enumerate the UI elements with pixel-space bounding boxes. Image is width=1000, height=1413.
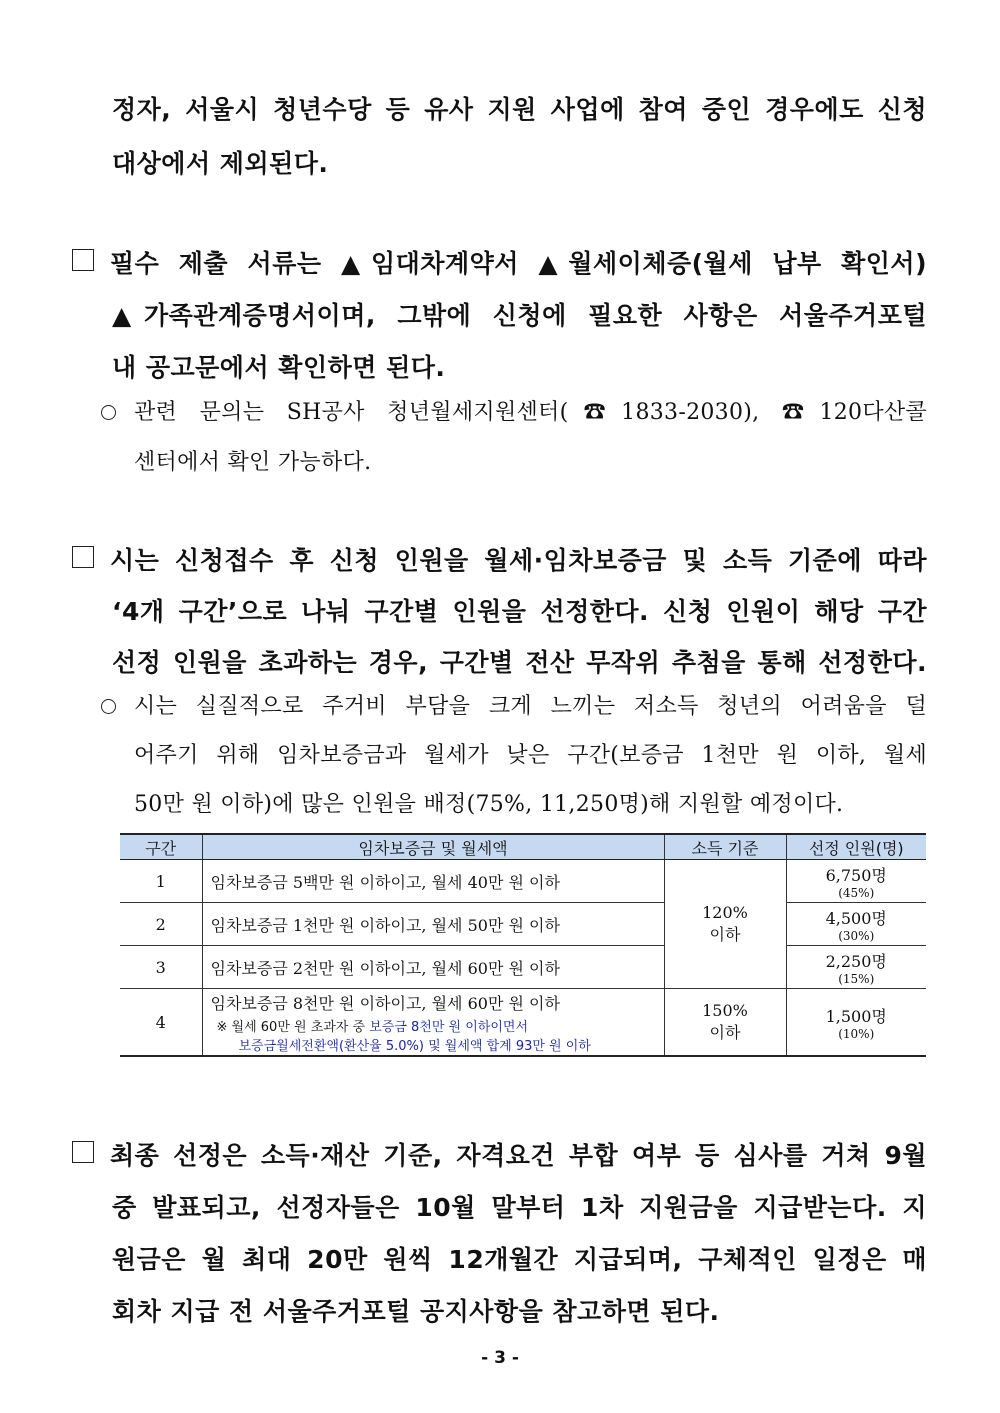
checkbox-bullet [72,546,94,570]
section-number: 4 [120,989,202,1057]
para3-line3: 원금은 월 최대 20만 원씩 12개월간 지급되며, 구체적인 일정은 매 [112,1245,927,1274]
note-prefix: ※ 월세 60만 원 초과자 중 [216,1019,370,1035]
para2-line3: 선정 인원을 초과하는 경우, 구간별 전산 무작위 추첨을 통해 선정한다. [112,648,927,677]
para1-line1: 필수 제출 서류는 ▲임대차계약서 ▲월세이체증(월세 납부 확인서) [110,249,927,278]
selection-count [786,989,926,1057]
count-value: 4,500명 [825,908,887,928]
section-number: 1 [120,860,202,903]
support-sections-table [120,833,926,1057]
count-percent: (15%) [838,971,875,986]
income-suffix: 이하 [709,1023,741,1042]
circle-bullet [101,405,116,426]
table-row [120,989,926,1057]
section-note [211,1016,664,1035]
count-value: 6,750명 [825,865,887,885]
income-suffix: 이하 [709,925,741,944]
header-count: 선정 인원(명) [786,834,926,860]
header-deposit-rent: 임차보증금 및 월세액 [202,834,664,860]
para2-sub-line3: 50만 원 이하)에 많은 인원을 배정(75%, 11,250명)해 지원할 예정이다. [134,792,844,817]
checkbox-bullet [72,249,94,273]
para2-line2: ‘4개 구간’으로 나눠 구간별 인원을 선정한다. 신청 인원이 해당 구간 [112,597,927,626]
income-criterion [664,989,786,1057]
section-desc: 임차보증금 2천만 원 이하이고, 월세 60만 원 이하 [202,946,664,989]
para0-line1: 정자, 서울시 청년수당 등 유사 지원 사업에 참여 중인 경우에도 신청 [112,95,927,124]
table-row [120,860,926,903]
count-value: 2,250명 [825,951,887,971]
section-number: 2 [120,903,202,946]
table-row [120,946,926,989]
note-highlight: 보증금 8천만 원 이하이면서 [369,1019,529,1035]
selection-count [786,860,926,903]
selection-count [786,946,926,989]
count-percent: (45%) [838,885,875,900]
para0-line2: 대상에서 제외된다. [112,149,329,178]
para3-line4: 회차 지급 전 서울주거포털 공지사항을 참고하면 된다. [112,1297,720,1326]
section-desc: 임차보증금 1천만 원 이하이고, 월세 50만 원 이하 [202,903,664,946]
count-value: 1,500명 [825,1006,887,1026]
income-value: 120% [702,903,748,922]
section-desc [202,989,664,1057]
table-header-row [120,834,926,860]
para2-sub-line1: 시는 실질적으로 주거비 부담을 크게 느끼는 저소득 청년의 어려움을 덜 [134,694,927,719]
section-desc-text: 임차보증금 8천만 원 이하이고, 월세 60만 원 이하 [210,993,560,1013]
para2-line1: 시는 신청접수 후 신청 인원을 월세·임차보증금 및 소득 기준에 따라 [110,546,927,575]
income-value: 150% [702,1001,748,1020]
para3-line2: 중 발표되고, 선정자들은 10월 말부터 1차 지원금을 지급받는다. 지 [112,1193,927,1222]
section-number: 3 [120,946,202,989]
para1-line3: 내 공고문에서 확인하면 된다. [112,353,446,382]
checkbox-bullet [72,1141,94,1165]
para3-line1: 최종 선정은 소득·재산 기준, 자격요건 부합 여부 등 심사를 거쳐 9월 [110,1141,927,1170]
para1-line2: ▲가족관계증명서이며, 그밖에 신청에 필요한 사항은 서울주거포털 [112,301,927,330]
circle-bullet [101,699,116,720]
selection-count [786,903,926,946]
para1-sub-line2: 센터에서 확인 가능하다. [134,450,372,475]
page-number: - 3 - [481,1348,519,1368]
count-percent: (30%) [838,928,875,943]
section-desc: 임차보증금 5백만 원 이하이고, 월세 40만 원 이하 [202,860,664,903]
count-percent: (10%) [838,1026,875,1041]
para1-sub-line1: 관련 문의는 SH공사 청년월세지원센터(☎1833-2030), ☎120다산콜 [134,400,927,425]
income-criterion [664,860,786,989]
note-highlight-2: 보증금월세전환액(환산율 5.0%) 및 월세액 합계 93만 원 이하 [238,1038,591,1054]
header-section: 구간 [120,834,202,860]
header-income: 소득 기준 [664,834,786,860]
table-row [120,903,926,946]
para2-sub-line2: 어주기 위해 임차보증금과 월세가 낮은 구간(보증금 1천만 원 이하, 월세 [134,743,927,768]
